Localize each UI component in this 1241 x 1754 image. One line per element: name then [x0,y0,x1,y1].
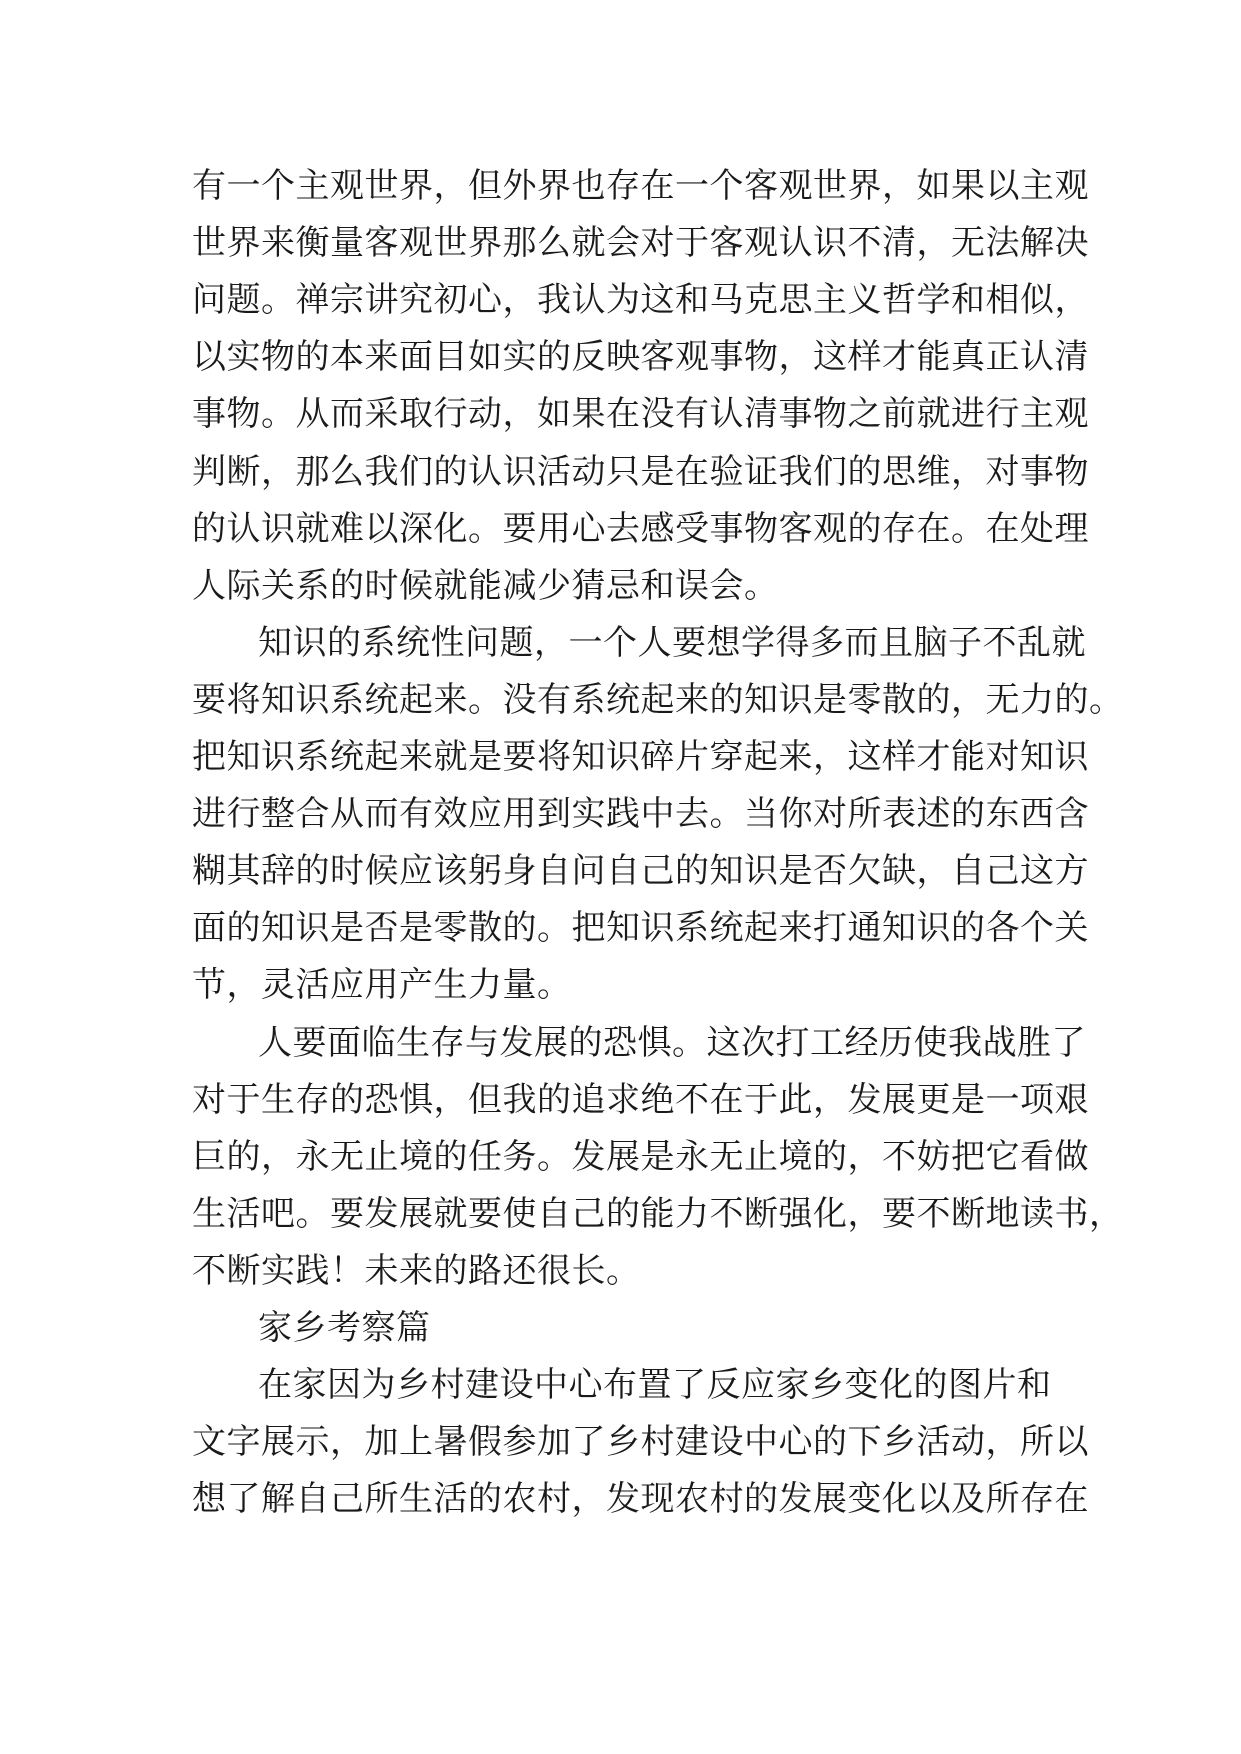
text-line: 巨的，永无止境的任务。发展是永无止境的，不妨把它看做 [192,1137,1089,1177]
text-line: 面的知识是否是零散的。把知识系统起来打通知识的各个关 [192,908,1089,948]
text-line: 的认识就难以深化。要用心去感受事物客观的存在。在处理 [192,509,1089,549]
section-heading: 家乡考察篇 [258,1308,431,1348]
text-line: 要将知识系统起来。没有系统起来的知识是零散的，无力的。 [192,680,1124,720]
text-line: 糊其辞的时候应该躬身自问自己的知识是否欠缺，自己这方 [192,851,1089,891]
text-line: 进行整合从而有效应用到实践中去。当你对所表述的东西含 [192,794,1089,834]
text-line: 想了解自己所生活的农村，发现农村的发展变化以及所存在 [192,1479,1089,1519]
text-line: 人际关系的时候就能减少猜忌和误会。 [192,566,779,606]
text-line: 节，灵活应用产生力量。 [192,965,572,1005]
text-line: 文字展示，加上暑假参加了乡村建设中心的下乡活动，所以 [192,1422,1089,1462]
text-line: 不断实践！未来的路还很长。 [192,1251,641,1291]
text-line: 事物。从而采取行动，如果在没有认清事物之前就进行主观 [192,394,1089,434]
text-line: 对于生存的恐惧，但我的追求绝不在于此，发展更是一项艰 [192,1080,1089,1120]
text-line: 判断，那么我们的认识活动只是在验证我们的思维，对事物 [192,452,1089,492]
text-line: 生活吧。要发展就要使自己的能力不断强化，要不断地读书， [192,1194,1124,1234]
text-line: 问题。禅宗讲究初心，我认为这和马克思主义哲学和相似， [192,280,1089,320]
text-line: 在家因为乡村建设中心布置了反应家乡变化的图片和 [258,1365,1052,1405]
text-line: 把知识系统起来就是要将知识碎片穿起来，这样才能对知识 [192,737,1089,777]
text-line: 以实物的本来面目如实的反映客观事物，这样才能真正认清 [192,337,1089,377]
text-line: 有一个主观世界，但外界也存在一个客观世界，如果以主观 [192,166,1089,206]
text-line: 知识的系统性问题，一个人要想学得多而且脑子不乱就 [258,623,1086,663]
text-line: 世界来衡量客观世界那么就会对于客观认识不清，无法解决 [192,223,1089,263]
text-line: 人要面临生存与发展的恐惧。这次打工经历使我战胜了 [258,1023,1086,1063]
